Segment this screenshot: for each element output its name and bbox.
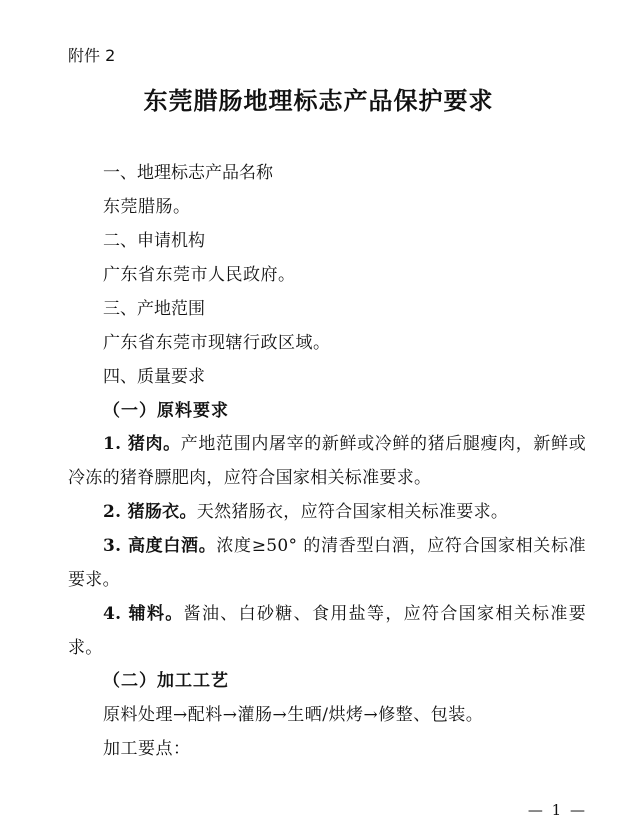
subsection-heading-processing: （二）加工工艺 <box>103 671 229 691</box>
section-body-origin-area: 广东省东莞市现辖行政区域。 <box>103 333 331 353</box>
process-flow: 原料处理→配料→灌肠→生晒/烘烤→修整、包装。 <box>103 705 484 725</box>
item-casing-label: 2. 猪肠衣。 <box>103 502 197 522</box>
item-auxiliary-text: 酱油、白砂糖、食用盐等，应符合国家相关标准要求。 <box>68 604 586 658</box>
attachment-label: 附件 2 <box>68 46 116 65</box>
item-auxiliary <box>68 597 586 665</box>
item-casing-text: 天然猪肠衣，应符合国家相关标准要求。 <box>196 502 509 522</box>
page-title: 东莞腊肠地理标志产品保护要求 <box>143 86 494 115</box>
page-number: — 1 — <box>527 801 587 819</box>
section-heading-origin-area: 三、产地范围 <box>103 299 205 319</box>
item-liquor <box>68 529 586 597</box>
section-heading-product-name: 一、地理标志产品名称 <box>103 163 273 183</box>
section-heading-quality: 四、质量要求 <box>103 367 205 387</box>
item-auxiliary-label: 4. 辅料。 <box>103 604 184 624</box>
item-liquor-text: 浓度≥50° 的清香型白酒，应符合国家相关标准要求。 <box>68 536 586 590</box>
section-body-product-name: 东莞腊肠。 <box>103 197 191 217</box>
section-heading-applicant: 二、申请机构 <box>103 231 205 251</box>
item-casing <box>68 495 586 529</box>
item-pork <box>68 427 586 495</box>
item-pork-label: 1. 猪肉。 <box>103 434 181 454</box>
subsection-heading-raw-materials: （一）原料要求 <box>103 401 229 421</box>
item-liquor-label: 3. 高度白酒。 <box>103 536 217 556</box>
item-pork-text: 产地范围内屠宰的新鲜或冷鲜的猪后腿瘦肉，新鲜或冷冻的猪脊膘肥肉，应符合国家相关标准要求。 <box>68 434 586 488</box>
process-points: 加工要点： <box>103 739 191 759</box>
section-body-applicant: 广东省东莞市人民政府。 <box>103 265 296 285</box>
